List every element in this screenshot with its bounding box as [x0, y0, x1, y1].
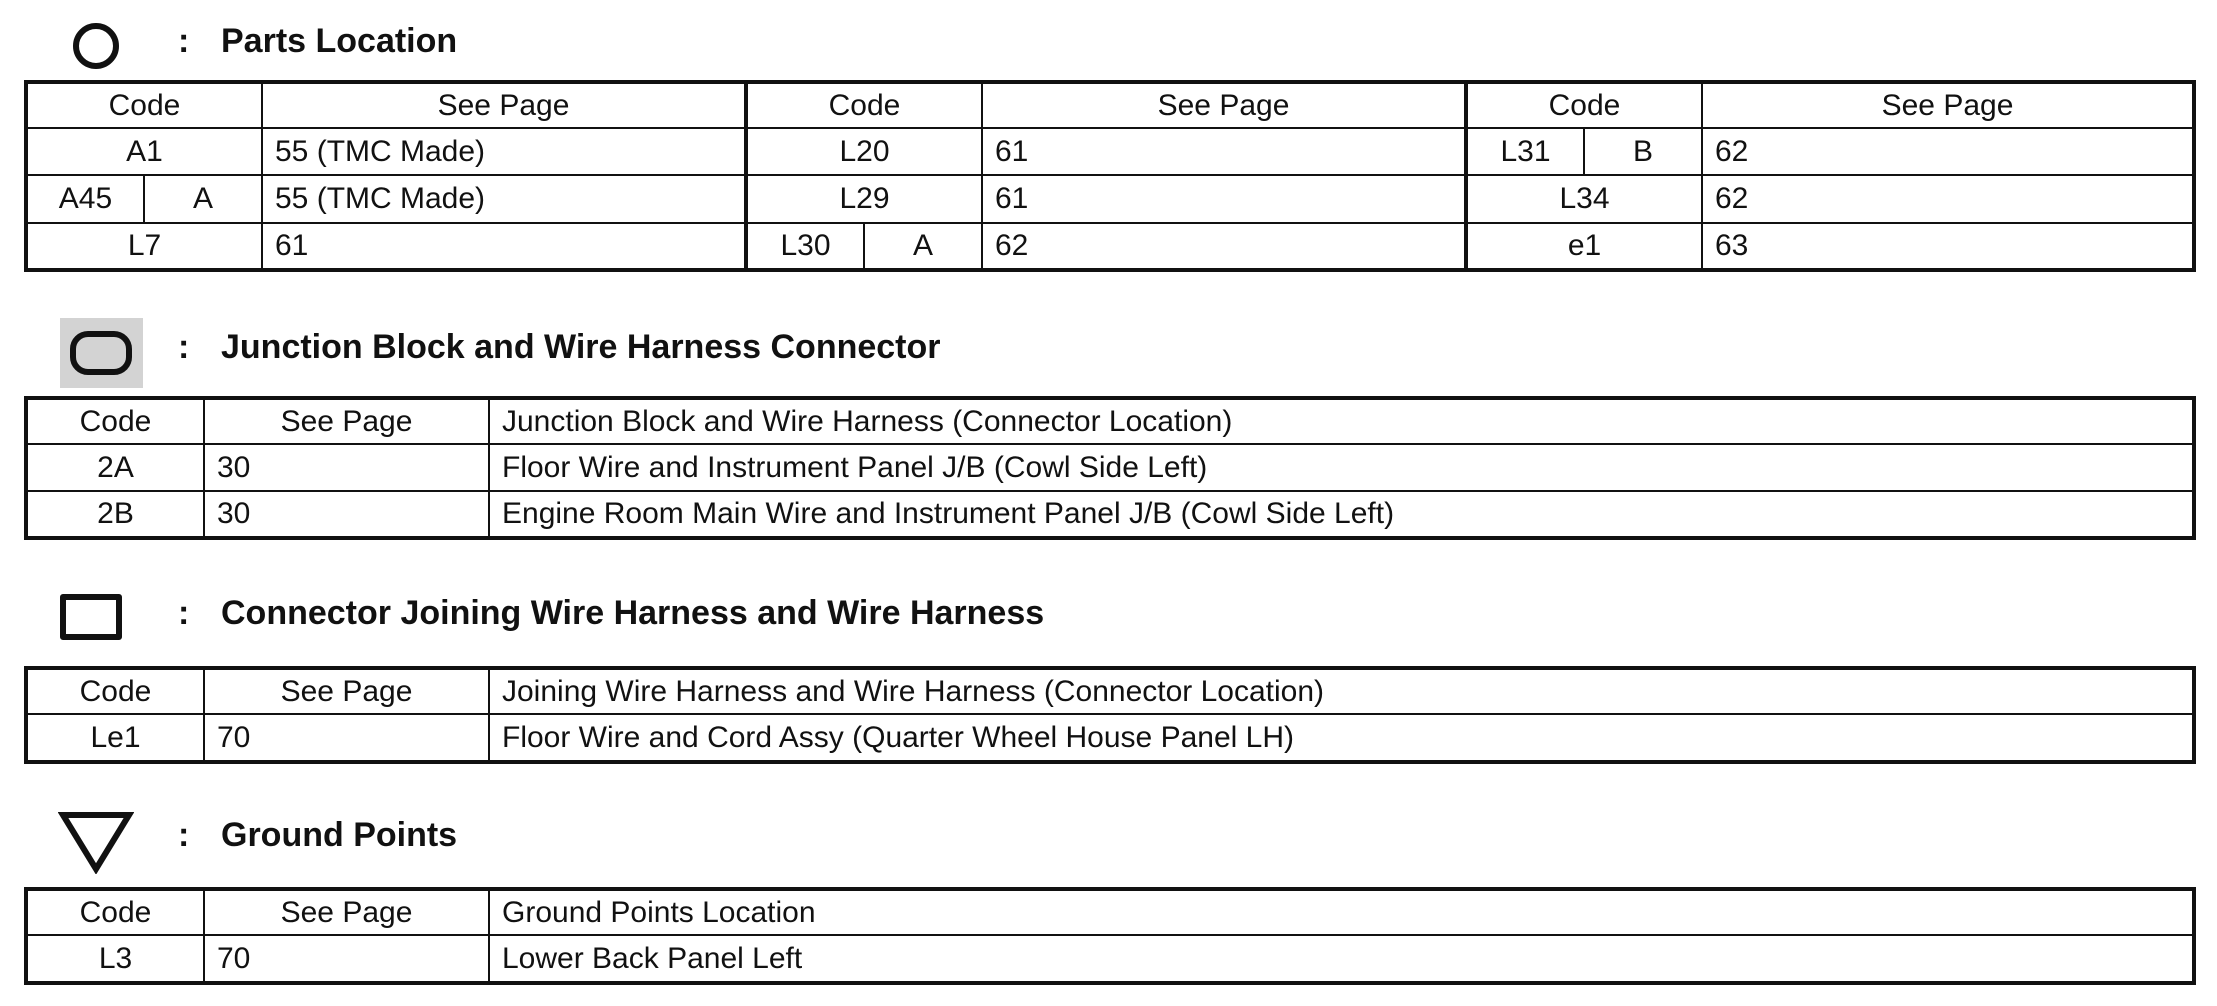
code-cell: L3: [26, 935, 204, 983]
table-row: [26, 491, 2194, 538]
table-row: [26, 223, 2194, 270]
table-header-row: [26, 398, 2194, 444]
table-row: [26, 935, 2194, 983]
heading-colon: :: [178, 816, 190, 854]
heading-colon: :: [178, 328, 190, 366]
code-cell: Le1: [26, 714, 204, 762]
rectangle-icon: [60, 594, 122, 640]
table-row: [26, 714, 2194, 762]
page-cell: 61: [982, 175, 1466, 222]
code-cell: A1: [26, 128, 262, 175]
page-cell: 62: [1702, 175, 2194, 222]
code-cell: L20: [746, 128, 982, 175]
section-title: Junction Block and Wire Harness Connector: [221, 328, 941, 366]
parts-location-table: [24, 80, 2196, 272]
parts-location-heading: [0, 14, 1400, 74]
col-header-see-page: See Page: [1702, 82, 2194, 128]
section-title: Ground Points: [221, 816, 458, 854]
col-header-see-page: See Page: [204, 889, 489, 935]
heading-colon: :: [178, 22, 190, 60]
table-header-row: [26, 82, 2194, 128]
col-header-see-page: See Page: [262, 82, 746, 128]
ground-points-table: [24, 887, 2196, 985]
col-header-see-page: See Page: [204, 668, 489, 714]
junction-block-icon: [60, 318, 143, 388]
table-header-row: [26, 668, 2194, 714]
col-header-code: Code: [26, 82, 262, 128]
col-header-description: Junction Block and Wire Harness (Connector Location): [489, 398, 2194, 444]
code-cell: 2A: [26, 444, 204, 491]
page-cell: 61: [262, 223, 746, 270]
col-header-see-page: See Page: [982, 82, 1466, 128]
page-cell: 55 (TMC Made): [262, 128, 746, 175]
section-title: Parts Location: [221, 22, 458, 60]
col-header-see-page: See Page: [204, 398, 489, 444]
col-header-code: Code: [746, 82, 982, 128]
code-sub-cell: A: [144, 175, 262, 222]
triangle-icon: [58, 810, 134, 874]
junction-block-table: [24, 396, 2196, 540]
ground-points-heading: [0, 806, 1400, 866]
code-sub-cell: A: [864, 223, 982, 270]
table-row: [26, 175, 2194, 222]
circle-icon: [73, 23, 119, 69]
code-cell: L31: [1466, 128, 1584, 175]
code-cell: L7: [26, 223, 262, 270]
table-header-row: [26, 889, 2194, 935]
code-cell: A45: [26, 175, 144, 222]
code-sub-cell: B: [1584, 128, 1702, 175]
col-header-code: Code: [1466, 82, 1702, 128]
page-cell: 70: [204, 935, 489, 983]
section-title: Connector Joining Wire Harness and Wire Harness: [221, 594, 1045, 632]
heading-colon: :: [178, 594, 190, 632]
page-cell: 30: [204, 444, 489, 491]
col-header-code: Code: [26, 889, 204, 935]
code-cell: e1: [1466, 223, 1702, 270]
page-cell: 62: [1702, 128, 2194, 175]
description-cell: Engine Room Main Wire and Instrument Panel J/B (Cowl Side Left): [489, 491, 2194, 538]
junction-block-heading: [0, 318, 1400, 378]
page-cell: 62: [982, 223, 1466, 270]
table-row: [26, 444, 2194, 491]
page-cell: 70: [204, 714, 489, 762]
page-cell: 61: [982, 128, 1466, 175]
col-header-code: Code: [26, 398, 204, 444]
page-cell: 55 (TMC Made): [262, 175, 746, 222]
description-cell: Floor Wire and Cord Assy (Quarter Wheel House Panel LH): [489, 714, 2194, 762]
description-cell: Lower Back Panel Left: [489, 935, 2194, 983]
code-cell: 2B: [26, 491, 204, 538]
code-cell: L34: [1466, 175, 1702, 222]
description-cell: Floor Wire and Instrument Panel J/B (Cowl Side Left): [489, 444, 2194, 491]
connector-joining-heading: [0, 586, 1400, 646]
page-cell: 63: [1702, 223, 2194, 270]
connector-joining-table: [24, 666, 2196, 764]
col-header-description: Ground Points Location: [489, 889, 2194, 935]
page-cell: 30: [204, 491, 489, 538]
table-row: [26, 128, 2194, 175]
code-cell: L30: [746, 223, 864, 270]
code-cell: L29: [746, 175, 982, 222]
col-header-code: Code: [26, 668, 204, 714]
col-header-description: Joining Wire Harness and Wire Harness (Connector Location): [489, 668, 2194, 714]
